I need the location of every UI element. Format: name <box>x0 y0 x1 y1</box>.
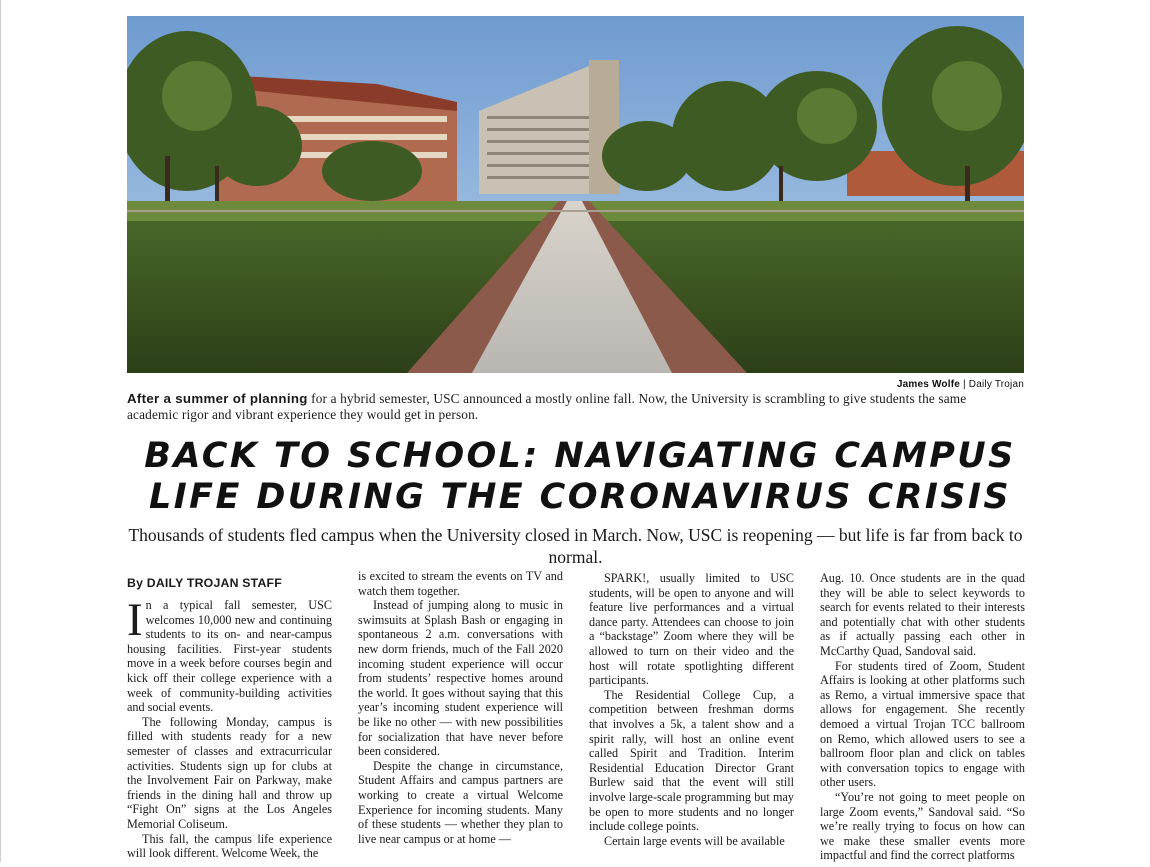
caption-lead: After a summer of planning <box>127 391 308 406</box>
caption-text: for a hybrid semester, USC announced a mostly online fall. Now, the University is scrambling to give students the same academic rigor and vibrant experience they would get in person. <box>127 391 967 422</box>
paragraph <box>127 594 332 715</box>
article-column-2 <box>358 569 563 865</box>
byline: By DAILY TROJAN STAFF <box>127 576 282 590</box>
photographer-name: James Wolfe <box>896 379 961 390</box>
campus-photo <box>127 16 1024 373</box>
paragraph: SPARK!, usually limited to USC students, will be open to anyone and will feature live performances and a virtual dance party. Attendees can choose to join a “backstage” Zoom where they will be allowed to turn on their video and the host will rotate spotlighting different participants. <box>589 571 794 688</box>
credit-outlet: Daily Trojan <box>968 379 1024 390</box>
article-column-4 <box>820 571 1025 867</box>
photo-credit <box>897 379 1024 390</box>
paragraph: For students tired of Zoom, Student Affairs is looking at other platforms such as Remo, a virtual immersive space that allows for engagement. She recently demoed a virtual Trojan TCC ballroom on Remo, which allowed users to see a ballroom floor plan and click on tables with conversation topics to engage with other users. <box>820 658 1025 790</box>
paragraph: The Residential College Cup, a competition between freshman dorms that involves a 5k, a talent show and a spirit rally, will host an online event called Spirit and Tradition. Interim Residential Education Director Grant Burlew said that the event will still involve large-scale programming but may be open to more students and no longer include college points. <box>589 687 794 834</box>
page-edge-rule <box>0 0 1 862</box>
paragraph: is excited to stream the events on TV and watch them together. <box>358 569 563 598</box>
deck-subheadline: Thousands of students fled campus when the University closed in March. Now, USC is reopening — but life is far from back to normal. <box>128 525 1023 567</box>
paragraph: Certain large events will be available <box>604 833 785 848</box>
paragraph: Aug. 10. Once students are in the quad they will be able to select keywords to search for events related to their interests and potentially chat with other students as if actually passing each other in McCarthy Quad, Sandoval said. <box>820 571 1025 658</box>
campus-walkway-image <box>127 16 1024 373</box>
paragraph: Instead of jumping along to music in swimsuits at Splash Bash or engaging in spontaneous 2 a.m. conversations with new dorm friends, much of the Fall 2020 incoming student experience will occur from students’ respective homes around the world. It goes without saying that this year’s incoming student experience will be like no other — with new possibilities for socialization that have never before been considered. <box>358 598 563 759</box>
paragraph: This fall, the campus life experience will look different. Welcome Week, the <box>127 831 332 861</box>
drop-cap: I <box>127 594 143 646</box>
headline-line-2: LIFE DURING THE CORONAVIRUS CRISIS <box>149 477 1011 517</box>
paragraph: Despite the change in circumstance, Student Affairs and campus partners are working to create a virtual Welcome Experience for incoming students. Many of these students — whether they plan to live near campus or at home — <box>358 758 563 846</box>
headline <box>120 436 1040 518</box>
article-column-3 <box>589 571 794 867</box>
article-column-1 <box>127 566 332 862</box>
paragraph: The following Monday, campus is filled with students ready for a new semester of classes and extracurricular activities. Students sign up for clubs at the Involvement Fair on Parkway, make friends in the dining hall and throw up “Fight On” signs at the Los Angeles Memorial Coliseum. <box>127 714 332 831</box>
headline-line-1: BACK TO SCHOOL: NAVIGATING CAMPUS <box>144 436 1016 476</box>
photo-caption <box>127 391 1007 422</box>
paragraph: “You’re not going to meet people on large Zoom events,” Sandoval said. “So we’re really trying to focus on how can we make these smaller events more impactful and find the correct platforms <box>820 789 1025 863</box>
paragraph-text: n a typical fall semester, USC welcomes 10,000 new and continuing students to its on- and near-campus housing facilities. First-year students move in a week before courses begin and kick off their college experience with a week of community-building activities and social events. <box>127 598 332 715</box>
credit-separator: | <box>963 379 966 390</box>
